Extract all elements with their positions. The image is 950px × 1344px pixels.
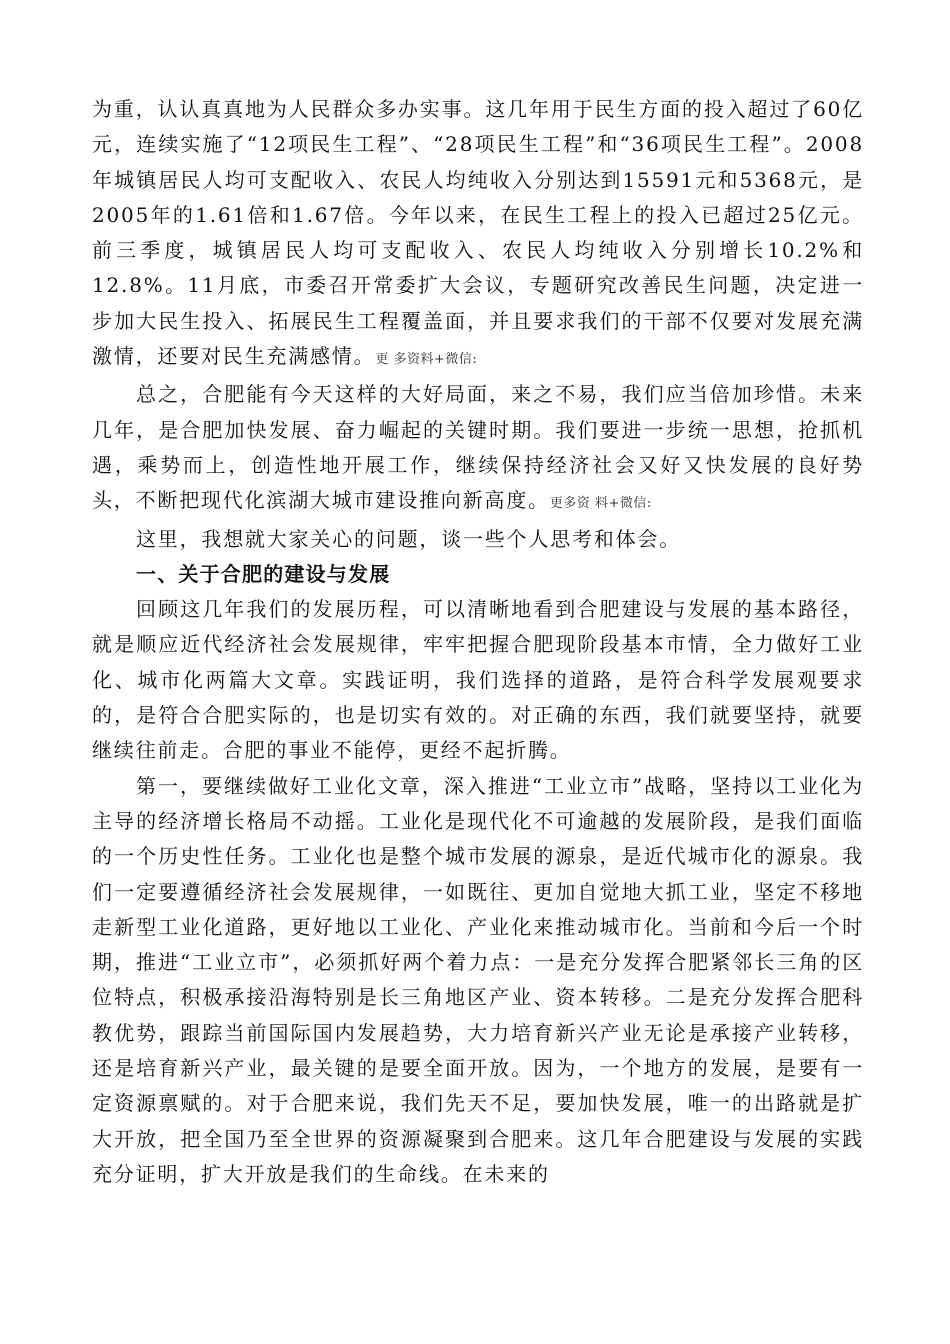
paragraph-text: 为重，认认真真地为人民群众多办实事。这几年用于民生方面的投入超过了60亿元，连续实施了“12项民生工程”、“28项民生工程”和“36项民生工程”。2008年城镇居民人均可支配收入、农民人均纯收入分别达到15591元和5368元，是2005年的1.61倍和1.67倍。今年以来，在民生工程上的投入已超过25亿元。前三季度，城镇居民人均可支配收入、农民人均纯收入分别增长10.2%和12.8%。11月底，市委召开常委扩大会议，专题研究改善民生问题，决定进一步加大民生投入、拓展民生工程覆盖面，并且要求我们的干部不仅要对发展充满激情，还要对民生充满感情。: [92, 97, 864, 369]
paragraph-industrialization: 第一，要继续做好工业化文章，深入推进“工业立市”战略，坚持以工业化为主导的经济增长格局不动摇。工业化是现代化不可逾越的发展阶段，是我们面临的一个历史性任务。工业化也是整个城市发展的源泉，是近代城市化的源泉。我们一定要遵循经济社会发展规律，一如既往、更加自觉地大抓工业，坚定不移地走新型工业化道路，更好地以工业化、产业化来推动城市化。当前和今后一个时期，推进“工业立市”，必须抓好两个着力点：一是充分发挥合肥紧邻长三角的区位特点，积极承接沿海特别是长三角地区产业、资本转移。二是充分发挥合肥科教优势，跟踪当前国际国内发展趋势，大力培育新兴产业无论是承接产业转移，还是培育新兴产业，最关键的是要全面开放。因为，一个地方的发展，是要有一定资源禀赋的。对于合肥来说，我们先天不足，要加快发展，唯一的出路就是扩大开放，把全国乃至全世界的资源凝聚到合肥来。这几年合肥建设与发展的实践充分证明，扩大开放是我们的生命线。在未来的: [92, 773, 864, 1186]
paragraph-summary: [92, 377, 864, 521]
watermark-note: 更多资 料+微信:: [549, 496, 652, 512]
paragraph-intro-thoughts: 这里，我想就大家关心的问题，谈一些个人思考和体会。: [136, 526, 681, 551]
watermark-note: 更 多资料+微信:: [375, 352, 478, 368]
section-heading-construction-development: 一、关于合肥的建设与发展: [136, 561, 391, 586]
paragraph-development-path: 回顾这几年我们的发展历程，可以清晰地看到合肥建设与发展的基本路径，就是顺应近代经济社会发展规律，牢牢把握合肥现阶段基本市情，全力做好工业化、城市化两篇大文章。实践证明，我们选择的道路，是符合科学发展观要求的，是符合合肥实际的，也是切实有效的。对正确的东西，我们就要坚持，就要继续往前走。合肥的事业不能停，更经不起折腾。: [92, 597, 864, 763]
paragraph-livelihood-investment: [92, 92, 864, 377]
paragraph-text: 总之，合肥能有今天这样的大好局面，来之不易，我们应当倍加珍惜。未来几年，是合肥加快发展、奋力崛起的关键时期。我们要进一步统一思想，抢抓机遇，乘势而上，创造性地开展工作，继续保持经济社会又好又快发展的良好势头，不断把现代化滨湖大城市建设推向新高度。: [92, 382, 864, 513]
document-page: [92, 92, 864, 1192]
